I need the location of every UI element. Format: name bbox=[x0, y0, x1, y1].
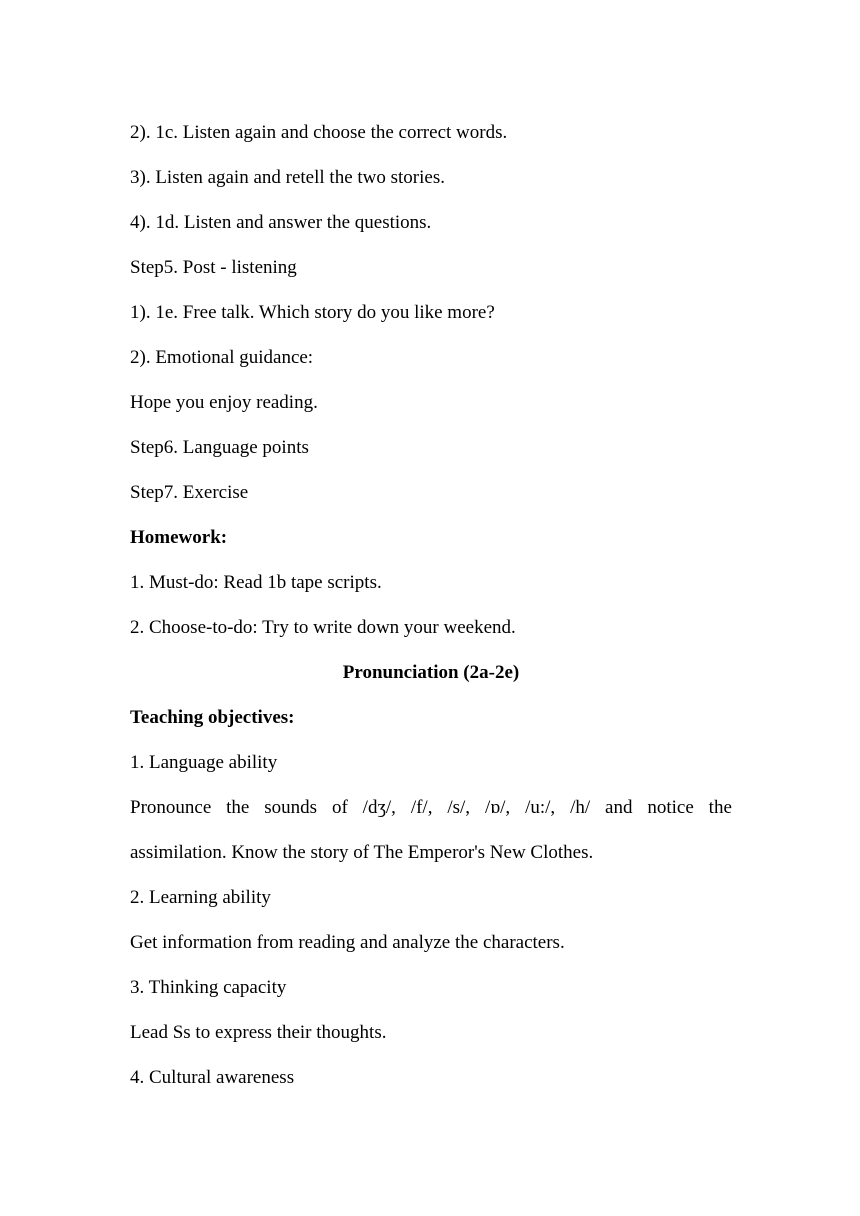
step-line: 4). 1d. Listen and answer the questions. bbox=[130, 212, 432, 233]
word: /dʒ/, bbox=[362, 797, 396, 818]
objectives-heading: Teaching objectives: bbox=[130, 707, 295, 728]
step-heading: Step7. Exercise bbox=[130, 482, 249, 503]
word: and bbox=[605, 797, 633, 818]
homework-heading: Homework: bbox=[130, 527, 228, 548]
objective-text: assimilation. Know the story of The Emperor's New Clothes. bbox=[130, 842, 594, 863]
objective-label: 1. Language ability bbox=[130, 752, 278, 773]
word: Pronounce bbox=[130, 797, 212, 818]
objective-text-justified bbox=[130, 785, 732, 830]
word: /h/ bbox=[570, 797, 591, 818]
document-page bbox=[130, 110, 732, 1100]
word: notice bbox=[647, 797, 694, 818]
homework-item: 2. Choose-to-do: Try to write down your weekend. bbox=[130, 617, 516, 638]
objective-text: Get information from reading and analyze the characters. bbox=[130, 932, 565, 953]
step-line: 2). Emotional guidance: bbox=[130, 347, 314, 368]
objective-text: Lead Ss to express their thoughts. bbox=[130, 1022, 387, 1043]
step-heading: Step5. Post - listening bbox=[130, 257, 297, 278]
step-line: 3). Listen again and retell the two stories. bbox=[130, 167, 445, 188]
homework-item: 1. Must-do: Read 1b tape scripts. bbox=[130, 572, 382, 593]
word: the bbox=[708, 797, 732, 818]
step-line: 2). 1c. Listen again and choose the correct words. bbox=[130, 122, 508, 143]
objective-label: 2. Learning ability bbox=[130, 887, 271, 908]
word: /ɒ/, bbox=[484, 797, 511, 818]
section-title: Pronunciation (2a-2e) bbox=[342, 662, 520, 683]
step-line: Hope you enjoy reading. bbox=[130, 392, 318, 413]
word: /s/, bbox=[447, 797, 471, 818]
word: of bbox=[331, 797, 348, 818]
word: /f/, bbox=[410, 797, 433, 818]
objective-label: 4. Cultural awareness bbox=[130, 1067, 295, 1088]
step-line: 1). 1e. Free talk. Which story do you like more? bbox=[130, 302, 495, 323]
word: /u:/, bbox=[525, 797, 556, 818]
word: sounds bbox=[264, 797, 318, 818]
word: the bbox=[226, 797, 250, 818]
objective-label: 3. Thinking capacity bbox=[130, 977, 287, 998]
step-heading: Step6. Language points bbox=[130, 437, 309, 458]
